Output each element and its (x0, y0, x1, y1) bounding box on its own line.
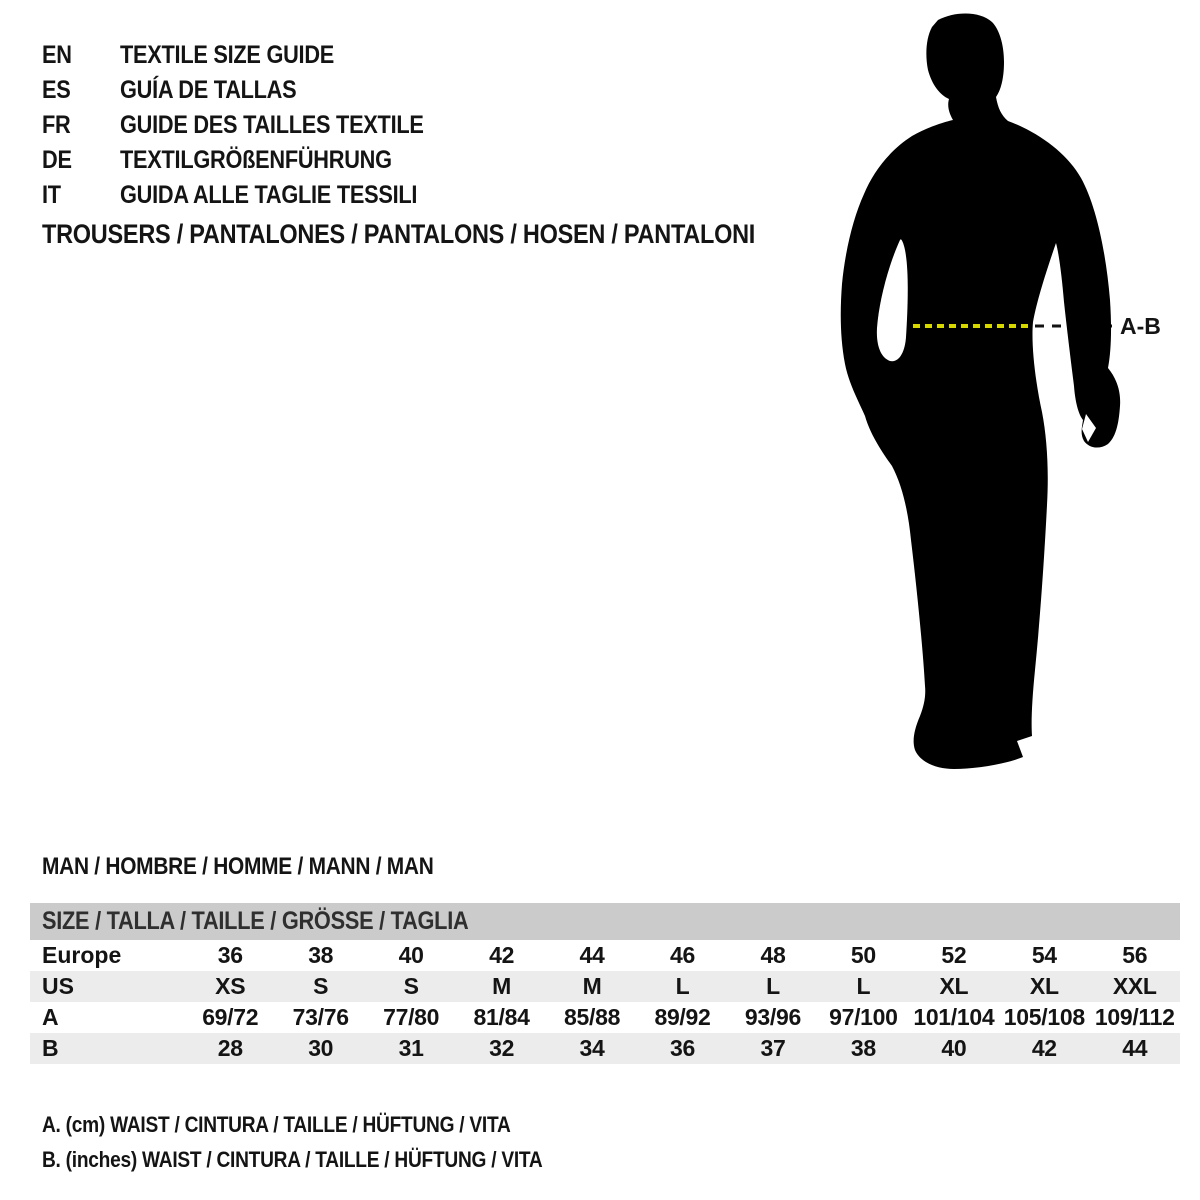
size-cell: 34 (579, 1035, 605, 1061)
size-cell: S (313, 973, 329, 999)
section-title-text: MAN / HOMBRE / HOMME / MANN / MAN (42, 853, 434, 880)
size-cell: 52 (941, 942, 967, 968)
size-cell: 42 (489, 942, 515, 968)
size-cell: XL (1029, 973, 1059, 999)
size-cell: 31 (398, 1035, 424, 1061)
size-cell: L (766, 973, 780, 999)
size-cell: 38 (850, 1035, 876, 1061)
language-row (42, 108, 469, 143)
size-cell: 105/108 (1003, 1004, 1085, 1030)
language-title: GUIDA ALLE TAGLIE TESSILI (120, 181, 418, 209)
size-cell: 97/100 (829, 1004, 898, 1030)
measure-note (42, 1147, 617, 1182)
row-label: B (42, 1035, 59, 1061)
language-row (42, 178, 469, 213)
size-cell: 38 (308, 942, 334, 968)
size-cell: 89/92 (654, 1004, 711, 1030)
size-cell: 30 (308, 1035, 334, 1061)
size-cell: 40 (941, 1035, 967, 1061)
man-silhouette-figure (820, 0, 1200, 800)
size-cell: 36 (217, 942, 243, 968)
size-cell: 42 (1031, 1035, 1057, 1061)
size-cell: 101/104 (913, 1004, 995, 1030)
size-cell: 44 (1122, 1035, 1148, 1061)
language-title: GUIDE DES TAILLES TEXTILE (120, 111, 424, 139)
measure-notes (42, 1112, 617, 1182)
size-cell: 48 (760, 942, 786, 968)
section-title (42, 853, 492, 881)
size-cell: 46 (670, 942, 695, 968)
size-cell: XXL (1112, 973, 1157, 999)
size-cell: M (582, 973, 602, 999)
size-cell: 56 (1122, 942, 1148, 968)
size-cell: 54 (1031, 942, 1057, 968)
language-row (42, 143, 469, 178)
language-code: FR (42, 111, 71, 139)
size-cell: 81/84 (473, 1004, 530, 1030)
size-table-body (30, 940, 1180, 1064)
measure-note-text: B. (inches) WAIST / CINTURA / TAILLE / HÜFTUNG / VITA (42, 1147, 543, 1172)
language-row (42, 38, 469, 73)
size-cell: 93/96 (744, 1004, 801, 1030)
silhouette-body (841, 13, 1120, 769)
size-cell: 77/80 (383, 1004, 440, 1030)
category-title (42, 219, 862, 250)
category-title-text: TROUSERS / PANTALONES / PANTALONS / HOSEN / PANTALONI (42, 219, 756, 249)
language-list (42, 38, 469, 213)
language-title: TEXTILE SIZE GUIDE (120, 41, 335, 69)
size-cell: 73/76 (292, 1004, 349, 1030)
measure-label: A-B (1120, 313, 1161, 339)
size-cell: 40 (398, 942, 424, 968)
language-title: GUÍA DE TALLAS (120, 76, 297, 104)
size-cell: XL (939, 973, 969, 999)
size-cell: 109/112 (1094, 1004, 1175, 1030)
row-label: US (42, 973, 74, 999)
language-code: EN (42, 41, 72, 69)
row-label: A (42, 1004, 59, 1030)
size-cell: 44 (579, 942, 605, 968)
size-cell: 85/88 (564, 1004, 621, 1030)
language-code: ES (42, 76, 71, 104)
size-cell: M (492, 973, 512, 999)
language-title: TEXTILGRÖßENFÜHRUNG (120, 146, 392, 174)
table-row (30, 971, 1180, 1002)
size-table-header-text: SIZE / TALLA / TAILLE / GRÖSSE / TAGLIA (42, 907, 469, 935)
size-cell: 36 (670, 1035, 695, 1061)
language-code: DE (42, 146, 72, 174)
size-cell: 50 (850, 942, 876, 968)
table-row (30, 1033, 1180, 1064)
size-cell: 32 (489, 1035, 515, 1061)
size-cell: S (403, 973, 419, 999)
size-cell: L (675, 973, 690, 999)
measure-note (42, 1112, 617, 1147)
size-cell: XS (215, 973, 246, 999)
table-row (30, 940, 1180, 971)
size-cell: L (856, 973, 871, 999)
size-table-header (30, 903, 1180, 940)
language-row (42, 73, 469, 108)
size-cell: 28 (217, 1035, 243, 1061)
row-label: Europe (42, 942, 122, 968)
measure-note-text: A. (cm) WAIST / CINTURA / TAILLE / HÜFTUNG / VITA (42, 1112, 511, 1137)
language-code: IT (42, 181, 61, 209)
size-cell: 37 (760, 1035, 786, 1061)
size-table (30, 903, 1180, 1064)
size-cell: 69/72 (202, 1004, 259, 1030)
table-row (30, 1002, 1180, 1033)
